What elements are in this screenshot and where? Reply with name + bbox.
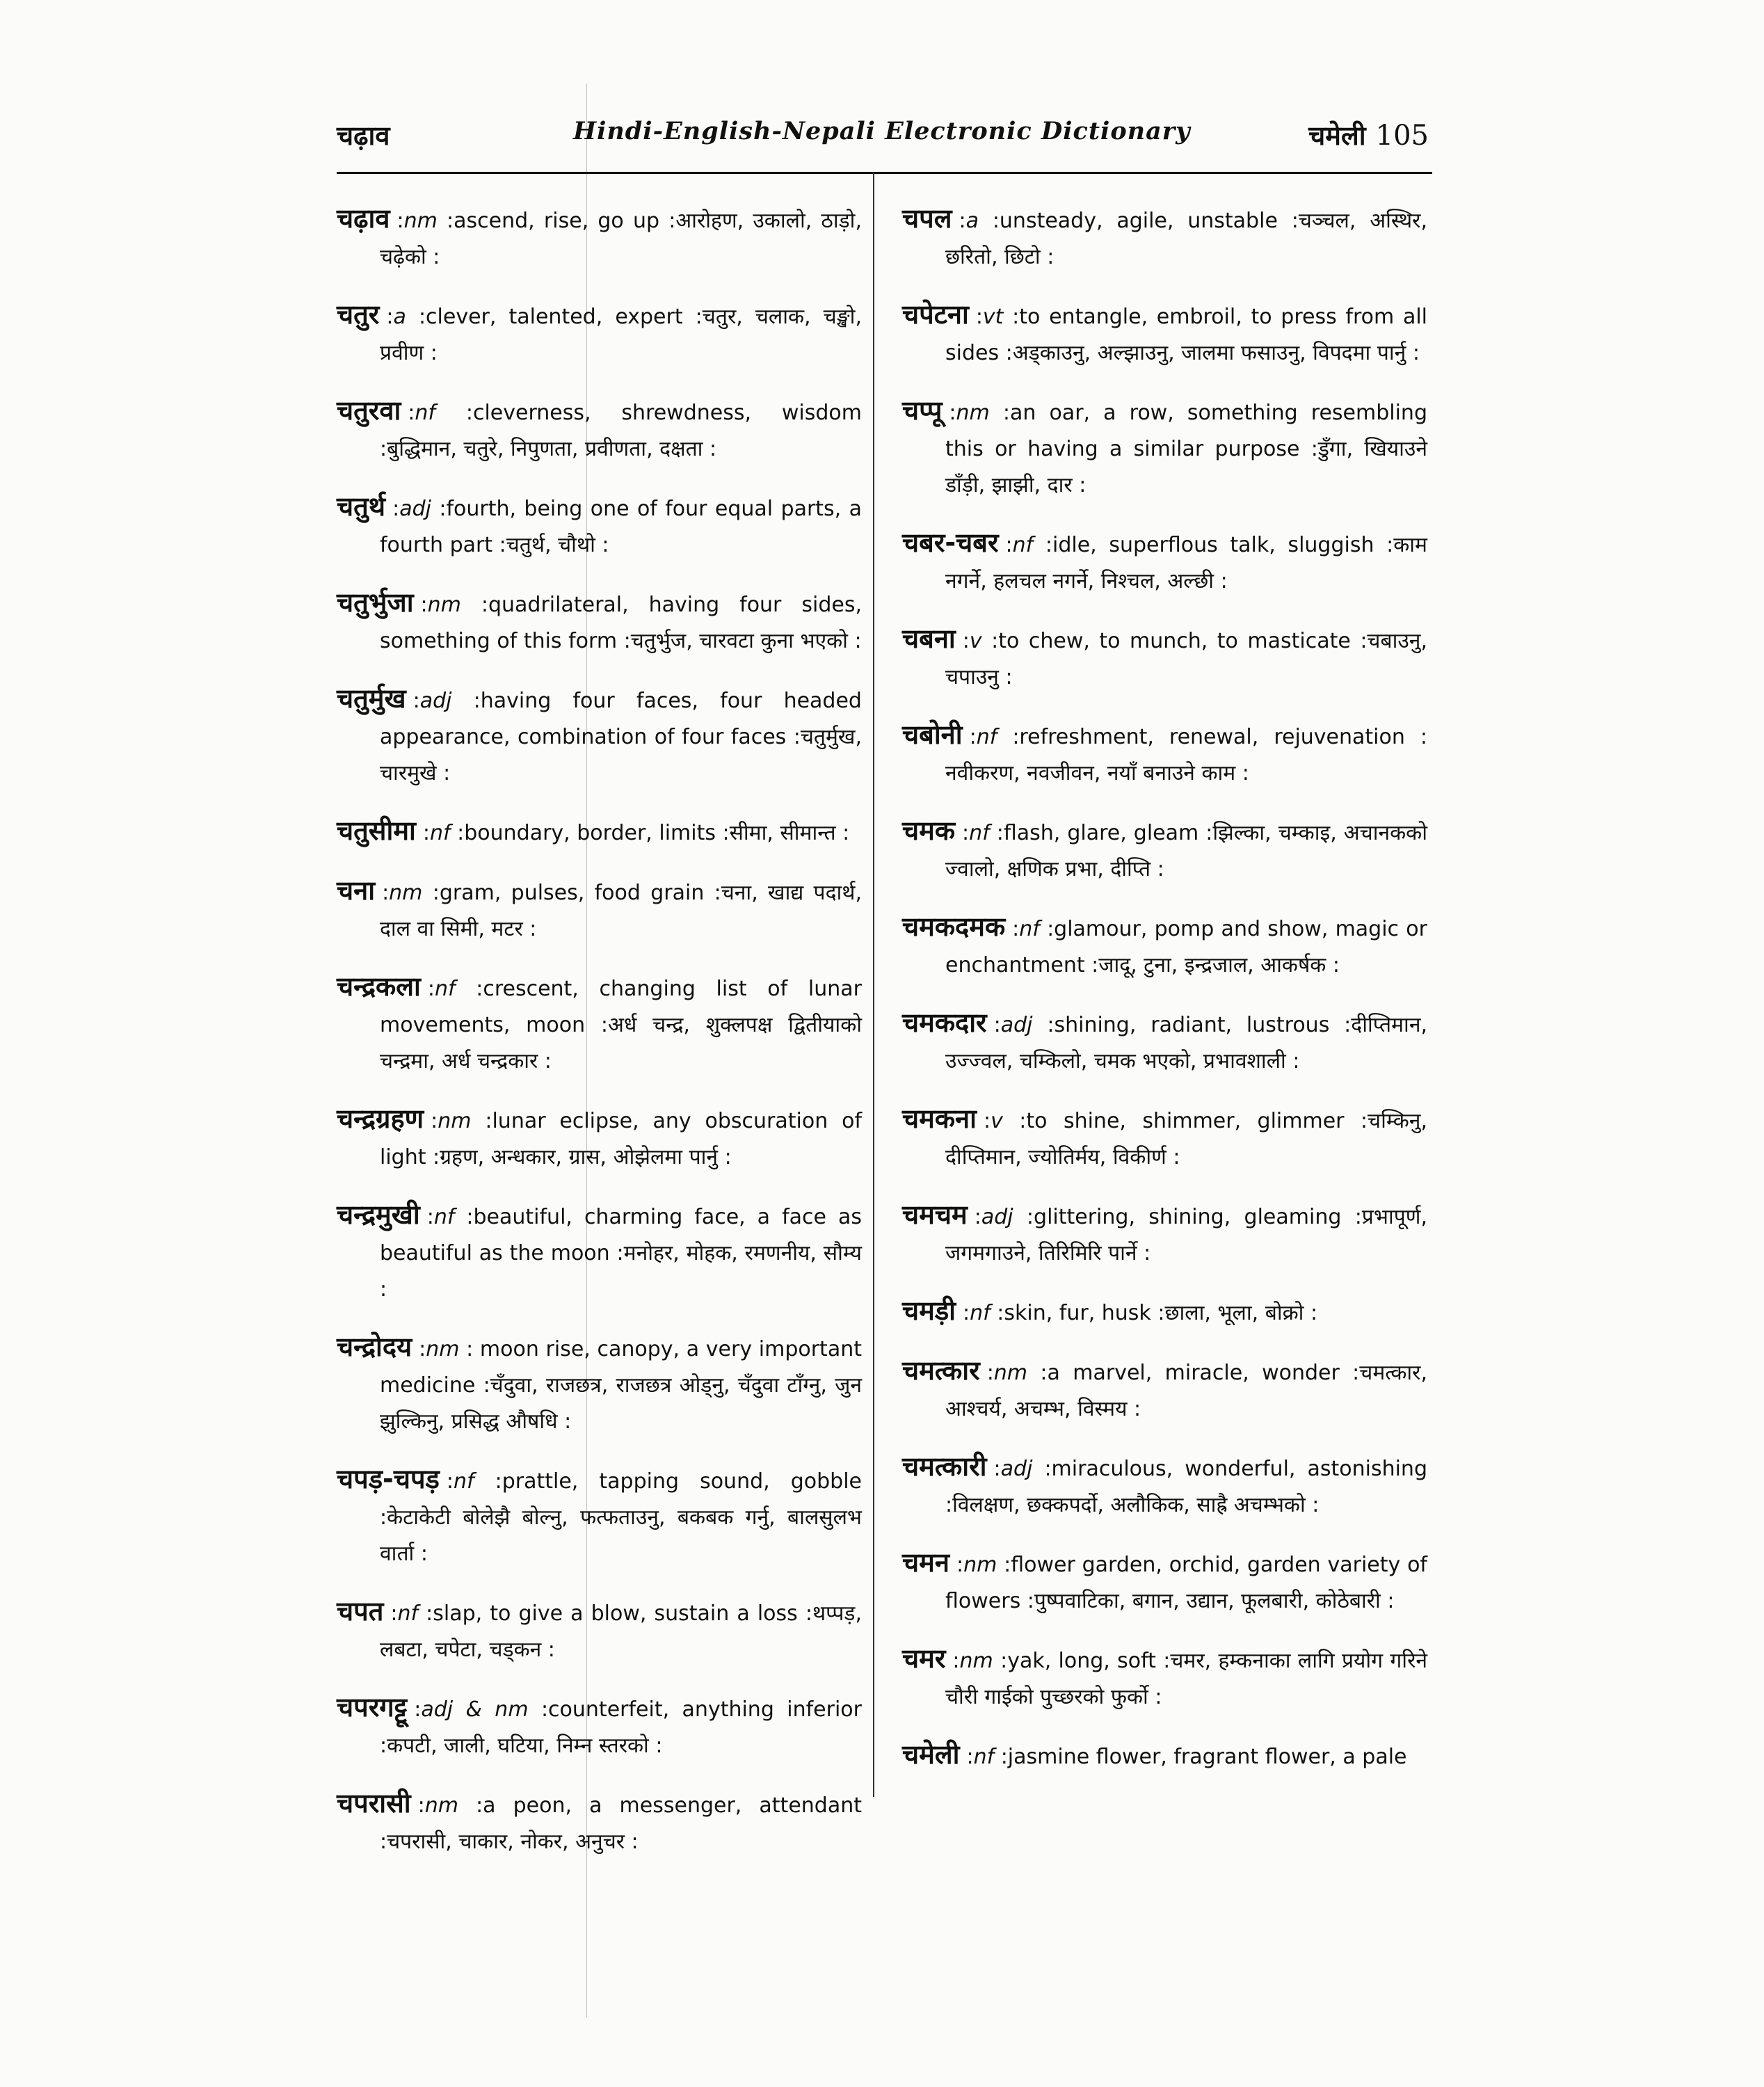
entry-definition: :unsteady, agile, unstable :चञ्चल, अस्थिर, छरितो, छिटो : bbox=[945, 209, 1427, 269]
pos-colon: : bbox=[1012, 917, 1020, 941]
entry-part-of-speech: adj bbox=[399, 497, 431, 521]
entry-definition: :fourth, being one of four equal parts, a fourth part :चतुर्थ, चौथो : bbox=[380, 497, 862, 557]
entry-part-of-speech: nm bbox=[426, 1337, 460, 1361]
entry-definition: :to shine, shimmer, glimmer :चम्किनु, दीप्तिमान, ज्योतिर्मय, विकीर्ण : bbox=[945, 1109, 1427, 1169]
entry-definition: :ascend, rise, go up :आरोहण, उकालो, ठाड़ो, चढ़ेको : bbox=[380, 209, 862, 269]
pos-colon: : bbox=[412, 689, 420, 713]
entry-definition: :refreshment, renewal, rejuvenation : नवीकरण, नवजीवन, नयाँ बनाउने काम : bbox=[945, 725, 1428, 785]
dictionary-entry bbox=[902, 200, 1427, 275]
entry-headword: चमकदार bbox=[902, 1007, 987, 1038]
running-header bbox=[337, 117, 1429, 166]
right-guide-word: चमेली bbox=[1308, 120, 1366, 151]
left-column bbox=[337, 179, 862, 1877]
pos-colon: : bbox=[427, 977, 435, 1001]
dictionary-entry bbox=[902, 1352, 1427, 1428]
entry-definition: :quadrilateral, having four sides, something of this form :चतुर्भुज, चारवटा कुना भएको : bbox=[380, 593, 862, 653]
entry-definition: :crescent, changing list of lunar movements, moon :अर्ध चन्द्र, शुक्लपक्ष द्वितीयाको चन्द्रमा, अर्ध चन्द्रकार : bbox=[380, 977, 862, 1073]
dictionary-entry bbox=[337, 1329, 862, 1440]
dictionary-entry bbox=[337, 1785, 862, 1860]
entry-headword: चन्द्रमुखी bbox=[337, 1199, 420, 1230]
entry-definition: :flower garden, orchid, garden variety of flowers :पुष्पवाटिका, बगान, उद्यान, फूलबारी, कोठेबारी : bbox=[945, 1553, 1427, 1613]
entry-part-of-speech: nm bbox=[956, 401, 990, 425]
entry-part-of-speech: adj & nm bbox=[421, 1697, 529, 1722]
entry-part-of-speech: adj bbox=[1000, 1013, 1033, 1037]
entry-part-of-speech: adj bbox=[419, 689, 452, 713]
entry-headword: चमकना bbox=[902, 1103, 977, 1134]
entry-part-of-speech: v bbox=[969, 629, 982, 653]
entry-headword: चपरगट्टू bbox=[337, 1692, 408, 1722]
entry-definition: :gram, pulses, food grain :चना, खाद्य पदार्थ, दाल वा सिमी, मटर : bbox=[380, 881, 862, 941]
pos-colon: : bbox=[419, 1337, 426, 1361]
entry-headword: चढ़ाव bbox=[337, 203, 390, 234]
dictionary-entry bbox=[337, 200, 862, 275]
entry-headword: चमकदमक bbox=[902, 911, 1006, 942]
dictionary-entry bbox=[337, 1689, 862, 1764]
pos-colon: : bbox=[956, 1553, 964, 1577]
right-column bbox=[902, 179, 1427, 1792]
entry-headword: चतुर्थ bbox=[337, 491, 386, 522]
pos-colon: : bbox=[959, 209, 966, 233]
dictionary-entry bbox=[902, 1736, 1427, 1775]
dictionary-entry bbox=[337, 584, 862, 659]
entry-headword: चपत bbox=[337, 1596, 384, 1626]
entry-definition: :glittering, shining, gleaming :प्रभापूर्ण, जगमगाउने, तिरिमिरि पार्ने : bbox=[945, 1205, 1427, 1265]
entry-definition: :prattle, tapping sound, gobble :केटाकेटी बोलेझै बोल्नु, फत्फताउनु, बकबक गर्नु, बालसुलभ वार्ता : bbox=[380, 1469, 862, 1566]
entry-headword: चतुसीमा bbox=[337, 815, 416, 846]
pos-colon: : bbox=[414, 1697, 422, 1722]
dictionary-entry bbox=[902, 1197, 1427, 1272]
pos-colon: : bbox=[392, 497, 400, 521]
pos-colon: : bbox=[963, 1301, 970, 1325]
dictionary-entry bbox=[337, 296, 862, 371]
entry-part-of-speech: nm bbox=[438, 1109, 472, 1133]
pos-colon: : bbox=[420, 593, 428, 617]
left-guide-word: चढ़ाव bbox=[337, 120, 390, 151]
entry-part-of-speech: nf bbox=[1019, 917, 1040, 941]
dictionary-entry bbox=[902, 717, 1427, 792]
entry-part-of-speech: vt bbox=[982, 305, 1004, 329]
dictionary-entry bbox=[902, 1101, 1427, 1176]
pos-colon: : bbox=[949, 401, 956, 425]
entry-definition: :to entangle, embroil, to press from all sides :अड्काउनु, अल्झाउनु, जालमा फसाउनु, विपदमा पार्नु : bbox=[945, 305, 1427, 365]
entry-definition: :boundary, border, limits :सीमा, सीमान्त : bbox=[457, 821, 850, 845]
entry-headword: चमड़ी bbox=[902, 1295, 956, 1326]
entry-part-of-speech: nm bbox=[959, 1649, 993, 1673]
entry-headword: चबोनी bbox=[902, 719, 963, 750]
pos-colon: : bbox=[952, 1649, 960, 1673]
entry-part-of-speech: nm bbox=[427, 593, 461, 617]
entry-part-of-speech: nf bbox=[397, 1601, 419, 1626]
entry-headword: चप्पू bbox=[902, 395, 943, 426]
page-number: 105 bbox=[1375, 120, 1429, 152]
entry-headword: चपड़-चपड़ bbox=[337, 1464, 440, 1494]
entry-headword: चपल bbox=[902, 203, 952, 234]
entry-definition: :a peon, a messenger, attendant :चपरासी, चाकार, नोकर, अनुचर : bbox=[380, 1793, 862, 1854]
entry-part-of-speech: nf bbox=[453, 1469, 474, 1494]
dictionary-entry bbox=[902, 1448, 1427, 1524]
entry-part-of-speech: nf bbox=[969, 821, 990, 845]
dictionary-entry bbox=[902, 1293, 1427, 1332]
dictionary-entry bbox=[337, 813, 862, 851]
dictionary-entry bbox=[902, 909, 1427, 984]
entry-headword: चमचम bbox=[902, 1199, 968, 1230]
pos-colon: : bbox=[446, 1469, 454, 1494]
dictionary-entry bbox=[902, 1640, 1427, 1716]
entry-part-of-speech: nf bbox=[976, 725, 997, 749]
entry-definition: :shining, radiant, lustrous :दीप्तिमान, उज्ज्वल, चम्किलो, चमक भएको, प्रभावशाली : bbox=[945, 1013, 1427, 1073]
entry-headword: चमर bbox=[902, 1643, 946, 1674]
entry-definition: :slap, to give a blow, sustain a loss :थप्पड़, लबटा, चपेटा, चड्कन : bbox=[380, 1601, 862, 1662]
entry-definition: :beautiful, charming face, a face as beautiful as the moon :मनोहर, मोहक, रमणनीय, सौम्य : bbox=[380, 1205, 862, 1302]
pos-colon: : bbox=[422, 821, 430, 845]
dictionary-entry bbox=[337, 392, 862, 467]
entry-definition: :an oar, a row, something resembling this or having a similar purpose :डुँगा, खियाउने डाँड़ी, झाझी, दार : bbox=[945, 401, 1427, 497]
entry-headword: चतुर्भुजा bbox=[337, 587, 414, 618]
entry-headword: चन्द्रग्रहण bbox=[337, 1103, 424, 1134]
pos-colon: : bbox=[390, 1601, 398, 1626]
entry-part-of-speech: nf bbox=[415, 401, 435, 425]
entry-definition: :jasmine flower, fragrant flower, a pale bbox=[1000, 1745, 1407, 1769]
pos-colon: : bbox=[431, 1109, 438, 1133]
dictionary-entry bbox=[337, 1197, 862, 1308]
pos-colon: : bbox=[396, 209, 404, 233]
entry-part-of-speech: nm bbox=[963, 1553, 997, 1577]
entry-headword: चमत्कार bbox=[902, 1355, 980, 1386]
dictionary-entry bbox=[337, 872, 862, 947]
entry-headword: चबना bbox=[902, 623, 956, 654]
pos-colon: : bbox=[993, 1013, 1001, 1037]
pos-colon: : bbox=[386, 305, 394, 329]
pos-colon: : bbox=[426, 1205, 434, 1229]
entry-definition: :miraculous, wonderful, astonishing :विलक्षण, छक्कपर्दो, अलौकिक, साह्रै अचम्भको : bbox=[945, 1457, 1427, 1517]
dictionary-entry bbox=[902, 813, 1427, 888]
entry-headword: चतुर bbox=[337, 299, 380, 330]
entry-definition: :counterfeit, anything inferior :कपटी, जाली, घटिया, निम्न स्तरको : bbox=[380, 1697, 862, 1758]
pos-colon: : bbox=[962, 821, 970, 845]
pos-colon: : bbox=[974, 1205, 981, 1229]
entry-headword: चपरासी bbox=[337, 1788, 411, 1818]
entry-definition: :clever, talented, expert :चतुर, चलाक, चङ्खो, प्रवीण : bbox=[380, 305, 862, 365]
dictionary-entry bbox=[902, 621, 1427, 696]
pos-colon: : bbox=[962, 629, 970, 653]
pos-colon: : bbox=[1005, 533, 1013, 557]
entry-part-of-speech: nf bbox=[1012, 533, 1034, 557]
dictionary-entry bbox=[902, 392, 1427, 504]
column-divider bbox=[873, 173, 874, 1797]
entry-part-of-speech: nm bbox=[424, 1793, 458, 1818]
dictionary-entry bbox=[902, 1005, 1427, 1080]
dictionary-entry bbox=[902, 525, 1427, 600]
entry-definition: :lunar eclipse, any obscuration of light :ग्रहण, अन्धकार, ग्रास, ओझेलमा पार्नु : bbox=[380, 1109, 863, 1169]
dictionary-entry bbox=[337, 968, 862, 1080]
dictionary-entry bbox=[902, 296, 1427, 371]
pos-colon: : bbox=[983, 1109, 991, 1133]
entry-headword: चतुरवा bbox=[337, 395, 401, 426]
header-rule bbox=[337, 172, 1432, 174]
book-title: Hindi-English-Nepali Electronic Dictionary bbox=[573, 117, 1191, 145]
dictionary-entry bbox=[337, 1101, 862, 1176]
entry-definition: :to chew, to munch, to masticate :चबाउनु, चपाउनु : bbox=[945, 629, 1427, 689]
pos-colon: : bbox=[986, 1361, 994, 1385]
pos-colon: : bbox=[417, 1793, 425, 1818]
pos-colon: : bbox=[966, 1745, 974, 1769]
entry-definition: :skin, fur, husk :छाला, भूला, बोक्रो : bbox=[997, 1301, 1318, 1325]
entry-part-of-speech: nf bbox=[430, 821, 451, 845]
entry-definition: :glamour, pomp and show, magic or enchantment :जादू, टुना, इन्द्रजाल, आकर्षक : bbox=[945, 917, 1427, 977]
entry-headword: चना bbox=[337, 875, 376, 906]
entry-part-of-speech: nm bbox=[993, 1361, 1028, 1385]
entry-part-of-speech: nm bbox=[389, 881, 423, 905]
right-guide bbox=[1308, 117, 1429, 153]
entry-headword: चन्द्रोदय bbox=[337, 1332, 412, 1362]
entry-definition: :cleverness, shrewdness, wisdom :बुद्धिमान, चतुरे, निपुणता, प्रवीणता, दक्षता : bbox=[380, 401, 862, 461]
entry-part-of-speech: nf bbox=[973, 1745, 995, 1769]
pos-colon: : bbox=[975, 305, 983, 329]
entry-definition: :yak, long, soft :चमर, हम्कनाका लागि प्रयोग गरिने चौरी गाईको पुच्छरको फुर्को : bbox=[945, 1649, 1427, 1709]
entry-headword: चमत्कारी bbox=[902, 1451, 987, 1482]
dictionary-entry bbox=[337, 488, 862, 563]
entry-headword: चमक bbox=[902, 815, 956, 846]
entry-definition: :flash, glare, gleam :झिल्का, चम्काइ, अचानकको ज्वालो, क्षणिक प्रभा, दीप्ति : bbox=[945, 821, 1427, 881]
entry-headword: चबर-चबर bbox=[902, 527, 999, 558]
pos-colon: : bbox=[408, 401, 415, 425]
entry-part-of-speech: adj bbox=[1000, 1457, 1033, 1481]
entry-part-of-speech: nm bbox=[403, 209, 438, 233]
entry-headword: चमन bbox=[902, 1547, 949, 1578]
entry-part-of-speech: nf bbox=[434, 977, 456, 1001]
entry-part-of-speech: nf bbox=[970, 1301, 991, 1325]
entry-part-of-speech: nf bbox=[433, 1205, 455, 1229]
dictionary-entry bbox=[337, 680, 862, 792]
dictionary-entry bbox=[337, 1593, 862, 1668]
pos-colon: : bbox=[993, 1457, 1001, 1481]
entry-part-of-speech: adj bbox=[981, 1205, 1013, 1229]
entry-definition: :having four faces, four headed appearance, combination of four faces :चतुर्मुख, चारमुखे : bbox=[380, 689, 862, 785]
entry-headword: चन्द्रकला bbox=[337, 971, 421, 1002]
pos-colon: : bbox=[382, 881, 390, 905]
entry-headword: चपेटना bbox=[902, 299, 969, 330]
entry-definition: :a marvel, miracle, wonder :चमत्कार, आश्चर्य, अचम्भ, विस्मय : bbox=[945, 1361, 1427, 1421]
entry-headword: चमेली bbox=[902, 1739, 960, 1770]
pos-colon: : bbox=[969, 725, 977, 749]
entry-part-of-speech: v bbox=[991, 1109, 1003, 1133]
entry-part-of-speech: a bbox=[393, 305, 406, 329]
entry-part-of-speech: a bbox=[965, 209, 979, 233]
dictionary-entry bbox=[337, 1461, 862, 1572]
entry-definition: : moon rise, canopy, a very important medicine :चँदुवा, राजछत्र, राजछत्र ओड्नु, चँदुवा टाँग्नु, जुन झुल्किनु, प्रसिद्ध औषधि : bbox=[380, 1337, 862, 1434]
dictionary-entry bbox=[902, 1544, 1427, 1620]
entry-definition: :idle, superflous talk, sluggish :काम नगर्ने, हलचल नगर्ने, निश्चल, अल्छी : bbox=[945, 533, 1427, 593]
entry-headword: चतुर्मुख bbox=[337, 683, 406, 714]
